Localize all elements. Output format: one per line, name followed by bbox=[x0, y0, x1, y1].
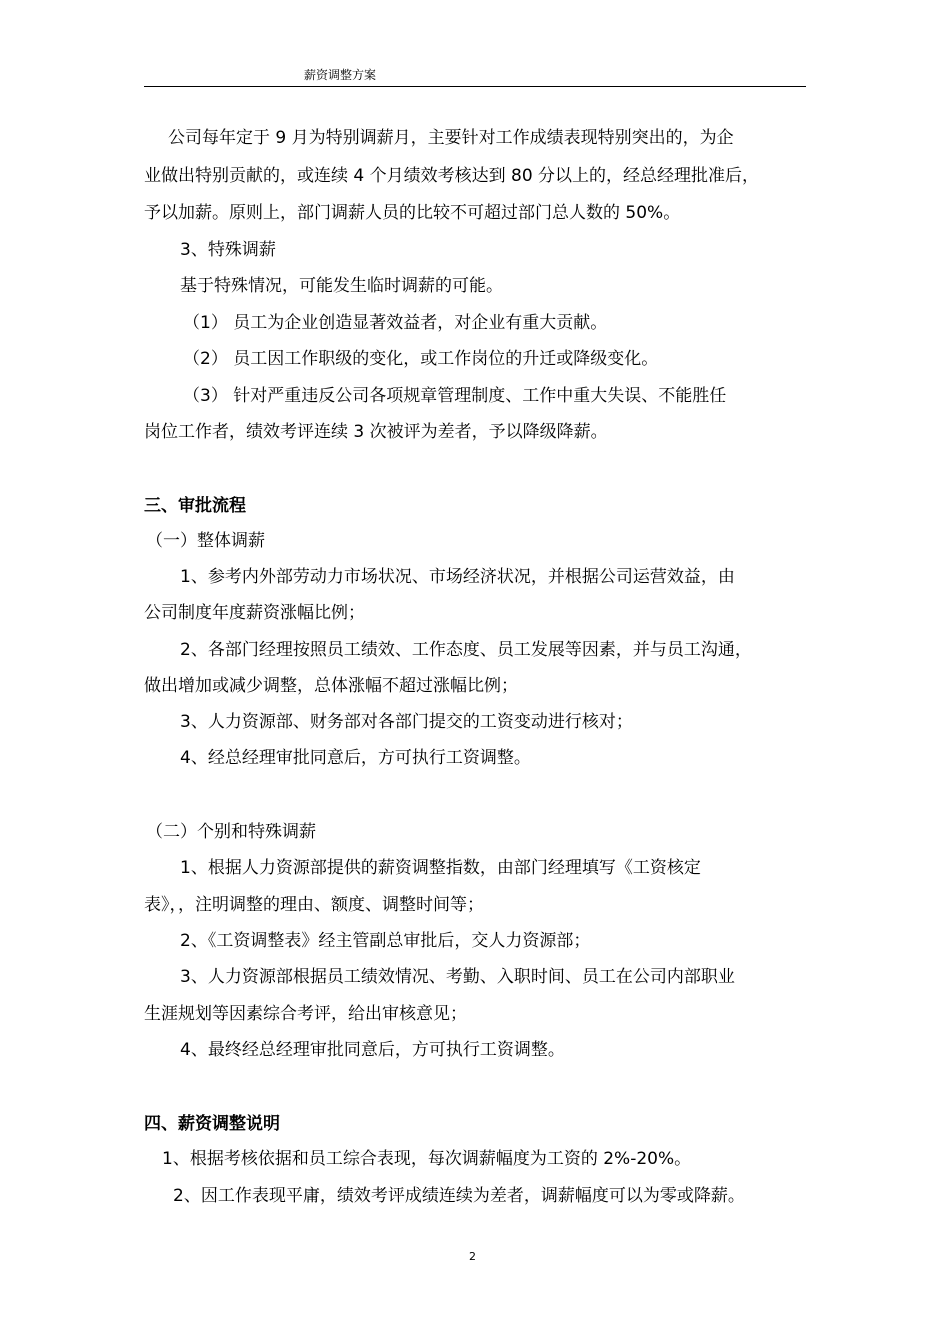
subsection-title: （一）整体调薪 bbox=[146, 531, 265, 551]
list-item: 1、根据人力资源部提供的薪资调整指数，由部门经理填写《工资核定 bbox=[180, 858, 701, 878]
list-item: 4、最终经总经理审批同意后，方可执行工资调整。 bbox=[180, 1040, 565, 1060]
list-item-continuation: 表》，，注明调整的理由、额度、调整时间等； bbox=[144, 895, 484, 915]
header-rule bbox=[144, 86, 806, 87]
list-item: （1） 员工为企业创造显著效益者，对企业有重大贡献。 bbox=[183, 313, 608, 333]
running-header: 薪资调整方案 bbox=[304, 68, 377, 82]
list-item: 1、参考内外部劳动力市场状况、市场经济状况，并根据公司运营效益，由 bbox=[180, 567, 735, 587]
list-item: 3、人力资源部、财务部对各部门提交的工资变动进行核对； bbox=[180, 712, 633, 732]
list-item: （2） 员工因工作职级的变化，或工作岗位的升迁或降级变化。 bbox=[183, 349, 659, 369]
list-item-continuation: 做出增加或减少调整，总体涨幅不超过涨幅比例； bbox=[144, 676, 518, 696]
paragraph-line: 予以加薪。原则上，部门调薪人员的比较不可超过部门总人数的 50%。 bbox=[144, 203, 681, 223]
list-item-continuation: 生涯规划等因素综合考评，给出审核意见； bbox=[144, 1004, 467, 1024]
list-item-continuation: 公司制度年度薪资涨幅比例； bbox=[144, 603, 365, 623]
list-item: 3、人力资源部根据员工绩效情况、考勤、入职时间、员工在公司内部职业 bbox=[180, 967, 735, 987]
section-heading: 三、审批流程 bbox=[144, 496, 246, 516]
page-number: 2 bbox=[469, 1250, 476, 1263]
list-item: （3） 针对严重违反公司各项规章管理制度、工作中重大失误、不能胜任 bbox=[183, 386, 727, 406]
section-subtitle: 3、特殊调薪 bbox=[180, 240, 276, 260]
list-item: 2、各部门经理按照员工绩效、工作态度、员工发展等因素，并与员工沟通， bbox=[180, 640, 752, 660]
list-item: 2、因工作表现平庸，绩效考评成绩连续为差者，调薪幅度可以为零或降薪。 bbox=[173, 1186, 745, 1206]
list-item: 1、根据考核依据和员工综合表现，每次调薪幅度为工资的 2%-20%。 bbox=[162, 1149, 692, 1169]
paragraph-line: 业做出特别贡献的，或连续 4 个月绩效考核达到 80 分以上的，经总经理批准后， bbox=[144, 166, 760, 186]
list-item: 2、《工资调整表》经主管副总审批后，交人力资源部； bbox=[180, 931, 591, 951]
paragraph-line: 公司每年定于 9 月为特别调薪月，主要针对工作成绩表现特别突出的，为企 bbox=[168, 128, 734, 148]
paragraph-line: 基于特殊情况，可能发生临时调薪的可能。 bbox=[180, 276, 503, 296]
section-heading: 四、薪资调整说明 bbox=[144, 1114, 280, 1134]
list-item: 4、经总经理审批同意后，方可执行工资调整。 bbox=[180, 748, 531, 768]
list-item-continuation: 岗位工作者，绩效考评连续 3 次被评为差者，予以降级降薪。 bbox=[144, 422, 608, 442]
subsection-title: （二）个别和特殊调薪 bbox=[146, 822, 316, 842]
